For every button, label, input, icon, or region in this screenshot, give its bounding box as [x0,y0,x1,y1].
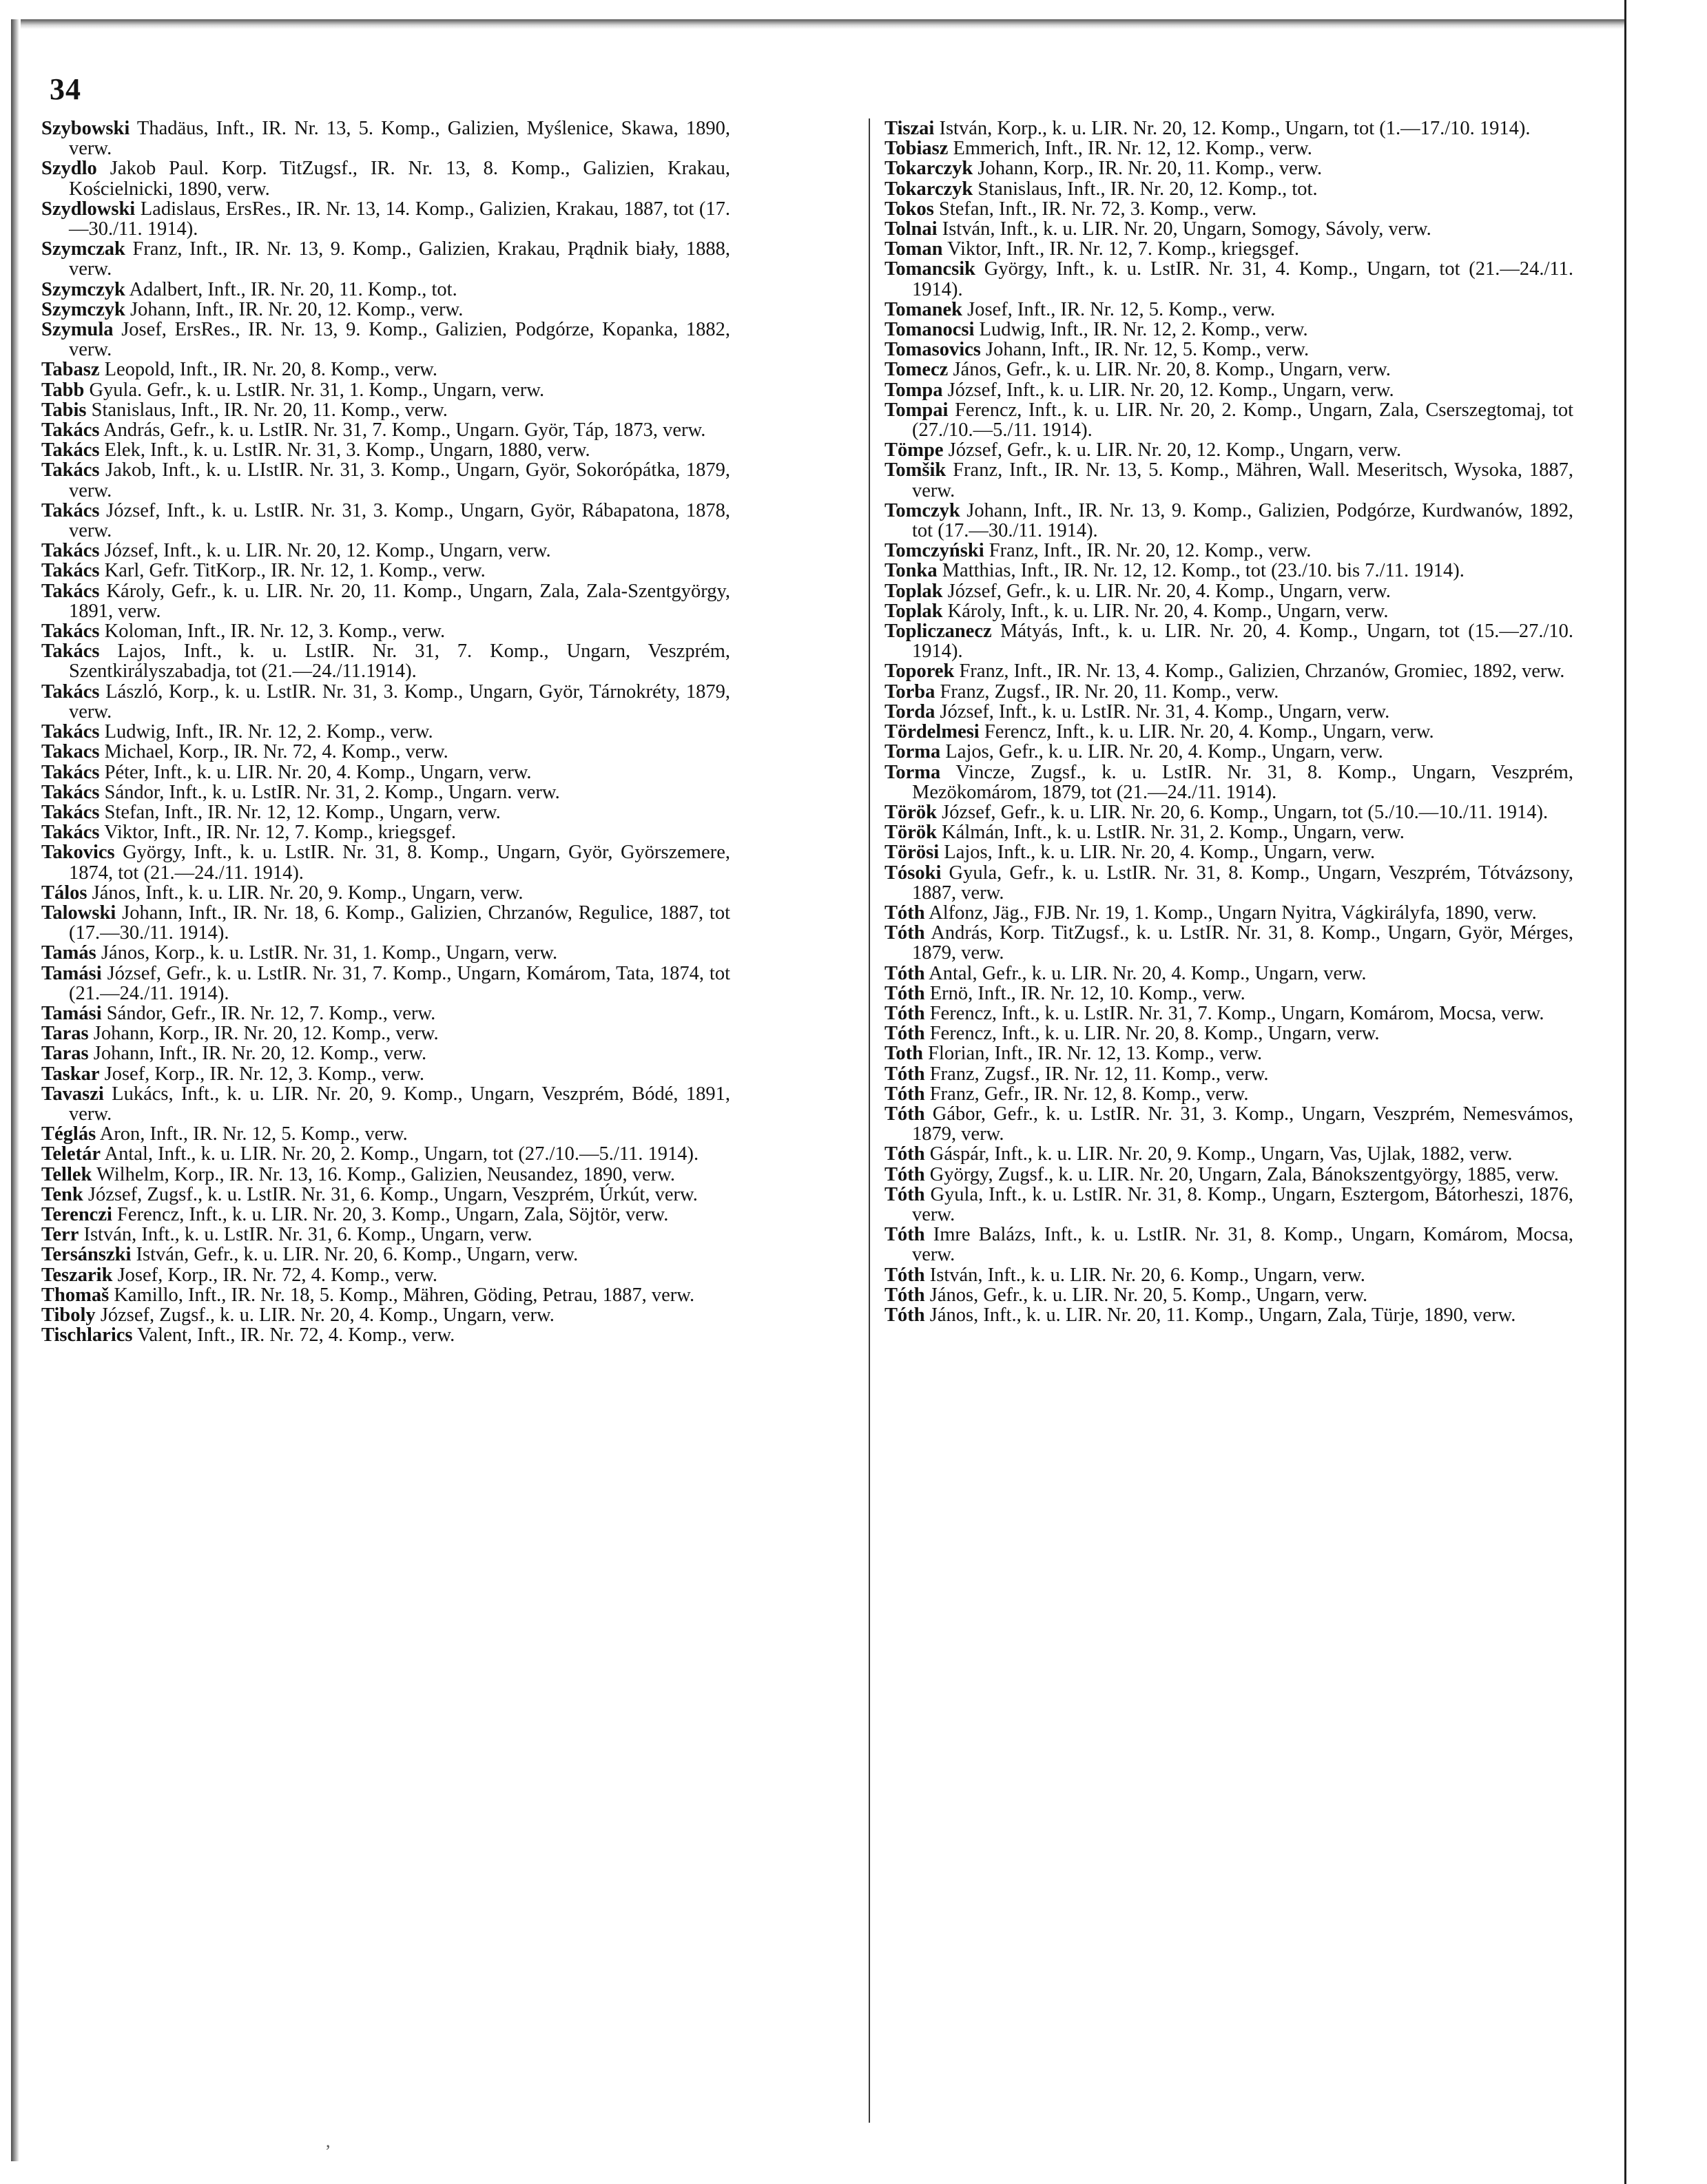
list-entry [41,300,730,320]
entry-details: Karl, Gefr. TitKorp., IR. Nr. 12, 1. Komp., verw. [99,560,486,582]
entry-details: György, Inft., k. u. LstIR. Nr. 31, 4. Komp., Ungarn, tot (21.—24./11. 1914). [912,258,1573,300]
entry-surname: Terr [41,1224,79,1246]
entry-details: Ferencz, Inft., k. u. LIR. Nr. 20, 8. Komp., Ungarn, verw. [924,1023,1380,1045]
entry-surname: Szydlowski [41,198,136,220]
entry-surname: Toporek [884,661,955,683]
list-entry [884,340,1573,360]
entry-surname: Tomšik [884,459,946,481]
list-entry [41,822,730,842]
entry-details: József, Zugsf., k. u. LstIR. Nr. 31, 6. Komp., Ungarn, Veszprém, Úrkút, verw. [83,1183,698,1205]
entry-surname: Tabb [41,379,85,401]
entry-details: Lukács, Inft., k. u. LIR. Nr. 20, 9. Komp., Ungarn, Veszprém, Bódé, 1891, verw. [69,1083,730,1125]
list-entry [884,138,1573,158]
entry-details: Antal, Inft., k. u. LIR. Nr. 20, 2. Komp., Ungarn, tot (27./10.—5./11. 1914). [101,1143,699,1165]
entry-surname: Tompai [884,399,949,421]
entry-surname: Tóth [884,962,925,984]
entry-details: Kamillo, Inft., IR. Nr. 18, 5. Komp., Mähren, Göding, Petrau, 1887, verw. [109,1284,695,1306]
entry-details: József, Inft., k. u. LstIR. Nr. 31, 3. Komp., Ungarn, Györ, Rábapatona, 1878, verw. [69,499,730,542]
entry-surname: Tabasz [41,359,100,381]
list-entry [884,219,1573,239]
entry-surname: Tomecz [884,359,949,381]
list-entry [884,1064,1573,1084]
list-entry [884,923,1573,963]
list-entry [41,460,730,500]
entry-surname: Terenczi [41,1203,112,1225]
list-entry [41,1124,730,1144]
entry-surname: Tóth [884,1284,925,1306]
entry-details: Imre Balázs, Inft., k. u. LstIR. Nr. 31, 8. Komp., Ungarn, Komárom, Mocsa, verw. [912,1224,1573,1266]
list-entry [41,1144,730,1164]
entry-details: Stefan, Inft., IR. Nr. 72, 3. Komp., verw. [933,198,1257,220]
list-entry [884,863,1573,903]
list-entry [884,400,1573,440]
entry-details: András, Korp. TitZugsf., k. u. LstIR. Nr. 31, 8. Komp., Ungarn, Györ, Mérges, 1879, verw. [912,922,1573,964]
entry-details: József, Gefr., k. u. LIR. Nr. 20, 12. Komp., Ungarn, verw. [943,439,1402,461]
entry-details: Stefan, Inft., IR. Nr. 12, 12. Komp., Ungarn, verw. [99,801,501,823]
entry-surname: Tamási [41,962,102,984]
entry-details: Aron, Inft., IR. Nr. 12, 5. Komp., verw. [96,1123,408,1145]
entry-surname: Tóth [884,1103,925,1125]
entry-surname: Takacs [41,741,100,763]
entry-details: Gábor, Gefr., k. u. LstIR. Nr. 31, 3. Komp., Ungarn, Veszprém, Nemesvámos, 1879, verw. [912,1103,1573,1145]
right-column [884,118,1573,1325]
entry-surname: Tobiasz [884,138,949,160]
entry-details: József, Inft., k. u. LIR. Nr. 20, 12. Komp., Ungarn, verw. [99,540,551,562]
entry-details: István, Gefr., k. u. LIR. Nr. 20, 6. Komp., Ungarn, verw. [131,1244,579,1266]
entry-surname: Szydlo [41,158,97,180]
list-entry [41,440,730,460]
list-entry [41,1285,730,1305]
list-entry [884,601,1573,621]
entry-details: Lajos, Gefr., k. u. LIR. Nr. 20, 4. Komp., Ungarn, verw. [940,741,1383,763]
entry-details: Jakob, Inft., k. u. LIstIR. Nr. 31, 3. Komp., Ungarn, Györ, Sokorópátka, 1879, verw. [69,459,730,501]
entry-details: Lajos, Inft., k. u. LstIR. Nr. 31, 7. Komp., Ungarn, Veszprém, Szentkirályszabadja, tot (21.—24./11.1914). [69,641,730,683]
entry-surname: Takács [41,540,100,562]
entry-details: Koloman, Inft., IR. Nr. 12, 3. Komp., verw. [99,621,446,643]
entry-surname: Tóth [884,1163,925,1185]
entry-surname: Tiszai [884,118,935,139]
entry-details: János, Inft., k. u. LIR. Nr. 20, 9. Komp., Ungarn, verw. [87,882,524,904]
entry-surname: Tóth [884,1002,925,1024]
entry-details: Michael, Korp., IR. Nr. 72, 4. Komp., verw. [99,741,448,763]
list-entry [884,1144,1573,1164]
entry-surname: Tóth [884,1264,925,1286]
entry-details: Florian, Inft., IR. Nr. 12, 13. Komp., verw. [922,1043,1263,1065]
entry-surname: Törösi [884,842,940,864]
list-entry [884,621,1573,661]
list-entry [41,842,730,882]
list-entry [41,782,730,802]
list-entry [884,722,1573,742]
entry-surname: Tömpe [884,439,944,461]
entry-surname: Topliczanecz [884,621,992,643]
entry-details: István, Inft., k. u. LIR. Nr. 20, 6. Komp., Ungarn, verw. [924,1264,1365,1286]
entry-surname: Torma [884,761,941,783]
list-entry [41,1205,730,1225]
entry-details: György, Zugsf., k. u. LIR. Nr. 20, Ungarn, Zala, Bánokszentgyörgy, 1885, verw. [924,1163,1559,1185]
list-entry [41,1003,730,1023]
entry-details: László, Korp., k. u. LstIR. Nr. 31, 3. Komp., Ungarn, Györ, Tárnokréty, 1879, verw. [69,680,730,722]
entry-surname: Tersánszki [41,1244,132,1266]
entry-details: Ferencz, Inft., k. u. LstIR. Nr. 31, 7. Komp., Ungarn, Komárom, Mocsa, verw. [924,1002,1544,1024]
list-entry [884,320,1573,340]
list-entry [884,1023,1573,1043]
entry-details: Valent, Inft., IR. Nr. 72, 4. Komp., verw. [132,1324,455,1346]
list-entry [41,360,730,379]
entry-surname: Tompa [884,379,943,401]
entry-surname: Tellek [41,1163,92,1185]
entry-details: Sándor, Inft., k. u. LstIR. Nr. 31, 2. Komp., Ungarn. verw. [99,781,560,803]
entry-surname: Torda [884,700,935,722]
list-entry [884,1084,1573,1104]
entry-surname: Takács [41,761,100,783]
list-entry [41,802,730,822]
entry-surname: Tósoki [884,862,942,884]
entry-surname: Tolnai [884,218,938,240]
entry-surname: Tóth [884,1063,925,1085]
list-entry [41,400,730,420]
entry-surname: Tomancsik [884,258,975,280]
entry-surname: Szymczyk [41,298,125,320]
list-entry [41,1064,730,1084]
list-entry [884,1305,1573,1325]
list-entry [884,822,1573,842]
entry-details: Franz, Inft., IR. Nr. 20, 12. Komp., verw. [984,540,1312,562]
entry-surname: Takács [41,822,100,844]
list-entry [41,1265,730,1285]
list-entry [41,380,730,400]
list-entry [41,1023,730,1043]
entry-details: Ludwig, Inft., IR. Nr. 12, 2. Komp., verw. [974,319,1308,341]
entry-surname: Tóth [884,902,925,924]
list-entry [41,1245,730,1265]
entry-surname: Tavaszi [41,1083,104,1105]
list-entry [884,179,1573,199]
list-entry [884,360,1573,379]
list-entry [41,1325,730,1345]
entry-details: Ferencz, Inft., k. u. LIR. Nr. 20, 3. Komp., Ungarn, Zala, Söjtör, verw. [112,1203,669,1225]
entry-surname: Tálos [41,882,87,904]
list-entry [884,1003,1573,1023]
entry-surname: Takács [41,459,100,481]
list-entry [41,541,730,561]
entry-details: Ludwig, Inft., IR. Nr. 12, 2. Komp., verw. [99,721,433,743]
entry-details: József, Inft., k. u. LstIR. Nr. 31, 4. Komp., Ungarn, verw. [935,700,1390,722]
list-entry [884,118,1573,138]
list-entry [41,1225,730,1245]
entry-details: József, Gefr., k. u. LstIR. Nr. 31, 7. Komp., Ungarn, Komárom, Tata, 1874, tot (21.—24./11. 1914). [69,962,730,1004]
entry-surname: Török [884,801,938,823]
entry-surname: Tóth [884,1224,925,1246]
entry-surname: Tamási [41,1002,102,1024]
entry-surname: Tischlarics [41,1324,133,1346]
entry-details: Jakob Paul. Korp. TitZugsf., IR. Nr. 13, 8. Komp., Galizien, Krakau, Kościelnicki, 1890, verw. [69,158,730,200]
list-entry [41,199,730,239]
list-entry [884,460,1573,500]
entry-surname: Tokarczyk [884,158,973,180]
entry-surname: Tonka [884,560,938,582]
list-entry [884,661,1573,681]
entry-details: Alfonz, Jäg., FJB. Nr. 19, 1. Komp., Ungarn Nyitra, Vágkirályfa, 1890, verw. [924,902,1537,924]
list-entry [41,280,730,300]
entry-surname: Tóth [884,1143,925,1165]
list-entry [884,581,1573,601]
entry-surname: Toplak [884,600,943,622]
entry-details: Sándor, Gefr., IR. Nr. 12, 7. Komp., verw. [101,1002,436,1024]
list-entry [884,239,1573,259]
entry-details: József, Inft., k. u. LIR. Nr. 20, 12. Komp., Ungarn, verw. [942,379,1394,401]
scan-left-edge [11,19,19,2161]
entry-surname: Tabis [41,399,87,421]
entry-details: Franz, Zugsf., IR. Nr. 12, 11. Komp., verw. [924,1063,1269,1085]
entry-details: György, Inft., k. u. LstIR. Nr. 31, 8. Komp., Ungarn, Györ, Györszemere, 1874, tot (21.—24./11. 1914). [69,842,730,884]
entry-details: János, Korp., k. u. LstIR. Nr. 31, 1. Komp., Ungarn, verw. [96,942,558,964]
list-entry [41,1084,730,1124]
entry-surname: Takács [41,499,100,521]
entry-surname: Tóth [884,1083,925,1105]
entry-details: Emmerich, Inft., IR. Nr. 12, 12. Komp., verw. [948,138,1312,160]
list-entry [884,1225,1573,1265]
entry-details: Gyula, Inft., k. u. LstIR. Nr. 31, 8. Komp., Ungarn, Esztergom, Bátorheszi, 1876, verw. [912,1183,1573,1225]
list-entry [41,943,730,963]
entry-details: Johann, Korp., IR. Nr. 20, 11. Komp., verw. [973,158,1323,180]
entry-details: János, Inft., k. u. LIR. Nr. 20, 11. Komp., Ungarn, Zala, Türje, 1890, verw. [924,1304,1516,1326]
list-entry [884,1185,1573,1225]
list-entry [884,702,1573,722]
list-entry [41,1043,730,1063]
entry-surname: Torma [884,741,941,763]
entry-details: Ferencz, Inft., k. u. LIR. Nr. 20, 2. Komp., Ungarn, Zala, Cserszegtomaj, tot (27./10.—5./11. 1914). [912,399,1573,441]
list-entry [41,621,730,641]
entry-details: Josef, Inft., IR. Nr. 12, 5. Komp., verw. [962,298,1276,320]
entry-surname: Takács [41,580,100,602]
entry-details: Franz, Inft., IR. Nr. 13, 5. Komp., Mähren, Wall. Meseritsch, Wysoka, 1887, verw. [912,459,1573,501]
entry-details: Gyula. Gefr., k. u. LstIR. Nr. 31, 1. Komp., Ungarn, verw. [84,379,545,401]
entry-surname: Takács [41,680,100,703]
entry-details: Stanislaus, Inft., IR. Nr. 20, 11. Komp., verw. [86,399,448,421]
list-entry [884,964,1573,984]
entry-surname: Takács [41,721,100,743]
list-entry [884,682,1573,702]
entry-details: Wilhelm, Korp., IR. Nr. 13, 16. Komp., Galizien, Neusandez, 1890, verw. [92,1163,675,1185]
list-entry [41,581,730,621]
entry-surname: Toth [884,1043,923,1065]
entry-details: János, Gefr., k. u. LIR. Nr. 20, 5. Komp., Ungarn, verw. [924,1284,1368,1306]
entry-details: Johann, Korp., IR. Nr. 20, 12. Komp., verw. [88,1023,439,1045]
list-entry [884,300,1573,320]
entry-details: Josef, Korp., IR. Nr. 72, 4. Komp., verw. [112,1264,437,1286]
entry-surname: Takács [41,419,100,441]
entry-details: István, Inft., k. u. LIR. Nr. 20, Ungarn, Somogy, Sávoly, verw. [937,218,1431,240]
list-entry [884,1165,1573,1185]
entry-details: Franz, Gefr., IR. Nr. 12, 8. Komp., verw. [924,1083,1249,1105]
list-entry [41,118,730,158]
entry-surname: Toplak [884,580,943,602]
entry-details: Ernö, Inft., IR. Nr. 12, 10. Komp., verw. [924,982,1245,1004]
list-entry [884,158,1573,178]
entry-details: János, Gefr., k. u. LIR. Nr. 20, 8. Komp., Ungarn, verw. [948,359,1391,381]
entry-surname: Szymczak [41,238,125,260]
page-number: 34 [50,72,81,106]
entry-details: Lajos, Inft., k. u. LIR. Nr. 20, 4. Komp., Ungarn, verw. [939,842,1376,864]
bottom-mark: , [326,2131,331,2151]
entry-surname: Téglás [41,1123,96,1145]
entry-details: Leopold, Inft., IR. Nr. 20, 8. Komp., verw. [99,359,437,381]
list-entry [41,320,730,360]
entry-surname: Szymula [41,319,114,341]
list-entry [41,682,730,722]
list-entry [884,199,1573,219]
entry-details: Ladislaus, ErsRes., IR. Nr. 13, 14. Komp., Galizien, Krakau, 1887, tot (17.—30./11. 1914). [69,198,730,240]
entry-surname: Takovics [41,842,115,864]
entry-details: Adalbert, Inft., IR. Nr. 20, 11. Komp., tot. [125,278,457,300]
list-entry [41,561,730,581]
entry-details: Kálmán, Inft., k. u. LstIR. Nr. 31, 2. Komp., Ungarn, verw. [937,822,1405,844]
entry-details: Péter, Inft., k. u. LIR. Nr. 20, 4. Komp., Ungarn, verw. [99,761,532,783]
entry-surname: Szybowski [41,118,130,139]
entry-surname: Tenk [41,1183,83,1205]
entry-surname: Taras [41,1023,89,1045]
entry-surname: Tokarczyk [884,178,973,200]
entry-details: Thadäus, Inft., IR. Nr. 13, 5. Komp., Galizien, Myślenice, Skawa, 1890, verw. [69,118,730,160]
list-entry [884,903,1573,923]
list-entry [41,501,730,541]
entry-details: Franz, Inft., IR. Nr. 13, 4. Komp., Galizien, Chrzanów, Gromiec, 1892, verw. [954,661,1565,683]
list-entry [41,1185,730,1205]
entry-details: István, Inft., k. u. LstIR. Nr. 31, 6. Komp., Ungarn, verw. [79,1224,532,1246]
entry-surname: Taskar [41,1063,100,1085]
list-entry [41,641,730,681]
entry-details: Antal, Gefr., k. u. LIR. Nr. 20, 4. Komp., Ungarn, verw. [924,962,1367,984]
entry-surname: Tomczyński [884,540,984,562]
list-entry [41,964,730,1003]
list-entry [884,762,1573,802]
entry-surname: Talowski [41,902,116,924]
list-entry [884,541,1573,561]
entry-details: Mátyás, Inft., k. u. LIR. Nr. 20, 4. Komp., Ungarn, tot (15.—27./10. 1914). [912,621,1573,663]
entry-surname: Tamás [41,942,96,964]
entry-details: Stanislaus, Inft., IR. Nr. 20, 12. Komp., tot. [973,178,1318,200]
entry-details: Vincze, Zugsf., k. u. LstIR. Nr. 31, 8. Komp., Ungarn, Veszprém, Mezökomárom, 1879, tot (21.—24./11. 1914). [912,761,1573,803]
entry-details: Gyula, Gefr., k. u. LstIR. Nr. 31, 8. Komp., Ungarn, Veszprém, Tótvázsony, 1887, verw. [912,862,1573,904]
list-entry [884,984,1573,1003]
list-entry [41,420,730,440]
list-entry [41,239,730,279]
entry-details: András, Gefr., k. u. LstIR. Nr. 31, 7. Komp., Ungarn. Györ, Táp, 1873, verw. [99,419,706,441]
list-entry [41,158,730,198]
entry-surname: Tomczyk [884,499,960,521]
list-entry [41,1165,730,1185]
entry-surname: Taras [41,1043,89,1065]
entry-details: Johann, Inft., IR. Nr. 12, 5. Komp., verw. [980,339,1310,361]
entry-surname: Tóth [884,922,925,944]
entry-surname: Török [884,822,938,844]
list-entry [884,501,1573,541]
entry-surname: Torba [884,680,935,703]
entry-details: Josef, ErsRes., IR. Nr. 13, 9. Komp., Galizien, Podgórze, Kopanka, 1882, verw. [69,319,730,361]
column-divider [869,118,870,2123]
list-entry [884,802,1573,822]
entry-surname: Tokos [884,198,934,220]
entry-details: Viktor, Inft., IR. Nr. 12, 7. Komp., kriegsgef. [99,822,456,844]
entry-details: Elek, Inft., k. u. LstIR. Nr. 31, 3. Komp., Ungarn, 1880, verw. [99,439,590,461]
list-entry [884,561,1573,581]
entry-details: Johann, Inft., IR. Nr. 13, 9. Komp., Galizien, Podgórze, Kurdwanów, 1892, tot (17.—30./11. 1914). [912,499,1573,542]
entry-details: Josef, Korp., IR. Nr. 12, 3. Komp., verw. [99,1063,425,1085]
entry-details: Károly, Gefr., k. u. LIR. Nr. 20, 11. Komp., Ungarn, Zala, Zala-Szentgyörgy, 1891, verw. [69,580,730,622]
list-entry [884,842,1573,862]
list-entry [884,1265,1573,1285]
entry-surname: Takács [41,560,100,582]
entry-details: Matthias, Inft., IR. Nr. 12, 12. Komp., tot (23./10. bis 7./11. 1914). [937,560,1465,582]
entry-surname: Takács [41,781,100,803]
entry-surname: Tóth [884,1304,925,1326]
list-entry [41,903,730,943]
list-entry [41,722,730,742]
entry-surname: Tiboly [41,1304,96,1326]
entry-surname: Takács [41,621,100,643]
entry-surname: Tomanek [884,298,962,320]
entry-details: Johann, Inft., IR. Nr. 20, 12. Komp., verw. [125,298,464,320]
list-entry [41,1305,730,1325]
entry-details: Ferencz, Inft., k. u. LIR. Nr. 20, 4. Komp., Ungarn, verw. [979,721,1434,743]
entry-surname: Tördelmesi [884,721,980,743]
entry-details: Franz, Inft., IR. Nr. 13, 9. Komp., Galizien, Krakau, Prądnik biały, 1888, verw. [69,238,730,280]
scan-right-rule [1624,0,1626,2184]
list-entry [41,742,730,762]
entry-surname: Tóth [884,1023,925,1045]
list-entry [884,440,1573,460]
entry-surname: Tóth [884,1183,925,1205]
entry-details: Johann, Inft., IR. Nr. 18, 6. Komp., Galizien, Chrzanów, Regulice, 1887, tot (17.—30./11. 1914). [69,902,730,944]
list-entry [884,742,1573,762]
list-entry [884,1043,1573,1063]
list-entry [884,259,1573,299]
entry-surname: Takács [41,641,100,663]
entry-surname: Tóth [884,982,925,1004]
entry-surname: Takács [41,801,100,823]
list-entry [41,762,730,782]
entry-surname: Toman [884,238,943,260]
entry-surname: Thomaš [41,1284,110,1306]
entry-details: József, Gefr., k. u. LIR. Nr. 20, 4. Komp., Ungarn, verw. [942,580,1391,602]
entry-details: József, Zugsf., k. u. LIR. Nr. 20, 4. Komp., Ungarn, verw. [95,1304,555,1326]
scan-top-edge [21,19,1626,29]
entry-surname: Tomanocsi [884,319,975,341]
entry-surname: Tomasovics [884,339,981,361]
entry-surname: Teletár [41,1143,101,1165]
entry-details: Franz, Zugsf., IR. Nr. 20, 11. Komp., verw. [935,680,1279,703]
entry-details: Gáspár, Inft., k. u. LIR. Nr. 20, 9. Komp., Ungarn, Vas, Ujlak, 1882, verw. [924,1143,1513,1165]
entry-details: Johann, Inft., IR. Nr. 20, 12. Komp., verw. [88,1043,427,1065]
entry-details: Károly, Inft., k. u. LIR. Nr. 20, 4. Komp., Ungarn, verw. [942,600,1389,622]
entry-details: József, Gefr., k. u. LIR. Nr. 20, 6. Komp., Ungarn, tot (5./10.—10./11. 1914). [937,801,1549,823]
left-column [41,118,730,1345]
entry-details: Viktor, Inft., IR. Nr. 12, 7. Komp., kriegsgef. [942,238,1299,260]
list-entry [884,1104,1573,1144]
list-entry [884,1285,1573,1305]
entry-details: István, Korp., k. u. LIR. Nr. 20, 12. Komp., Ungarn, tot (1.—17./10. 1914). [934,118,1531,139]
entry-surname: Teszarik [41,1264,113,1286]
entry-surname: Szymczyk [41,278,125,300]
list-entry [41,883,730,903]
list-entry [884,380,1573,400]
entry-surname: Takács [41,439,100,461]
